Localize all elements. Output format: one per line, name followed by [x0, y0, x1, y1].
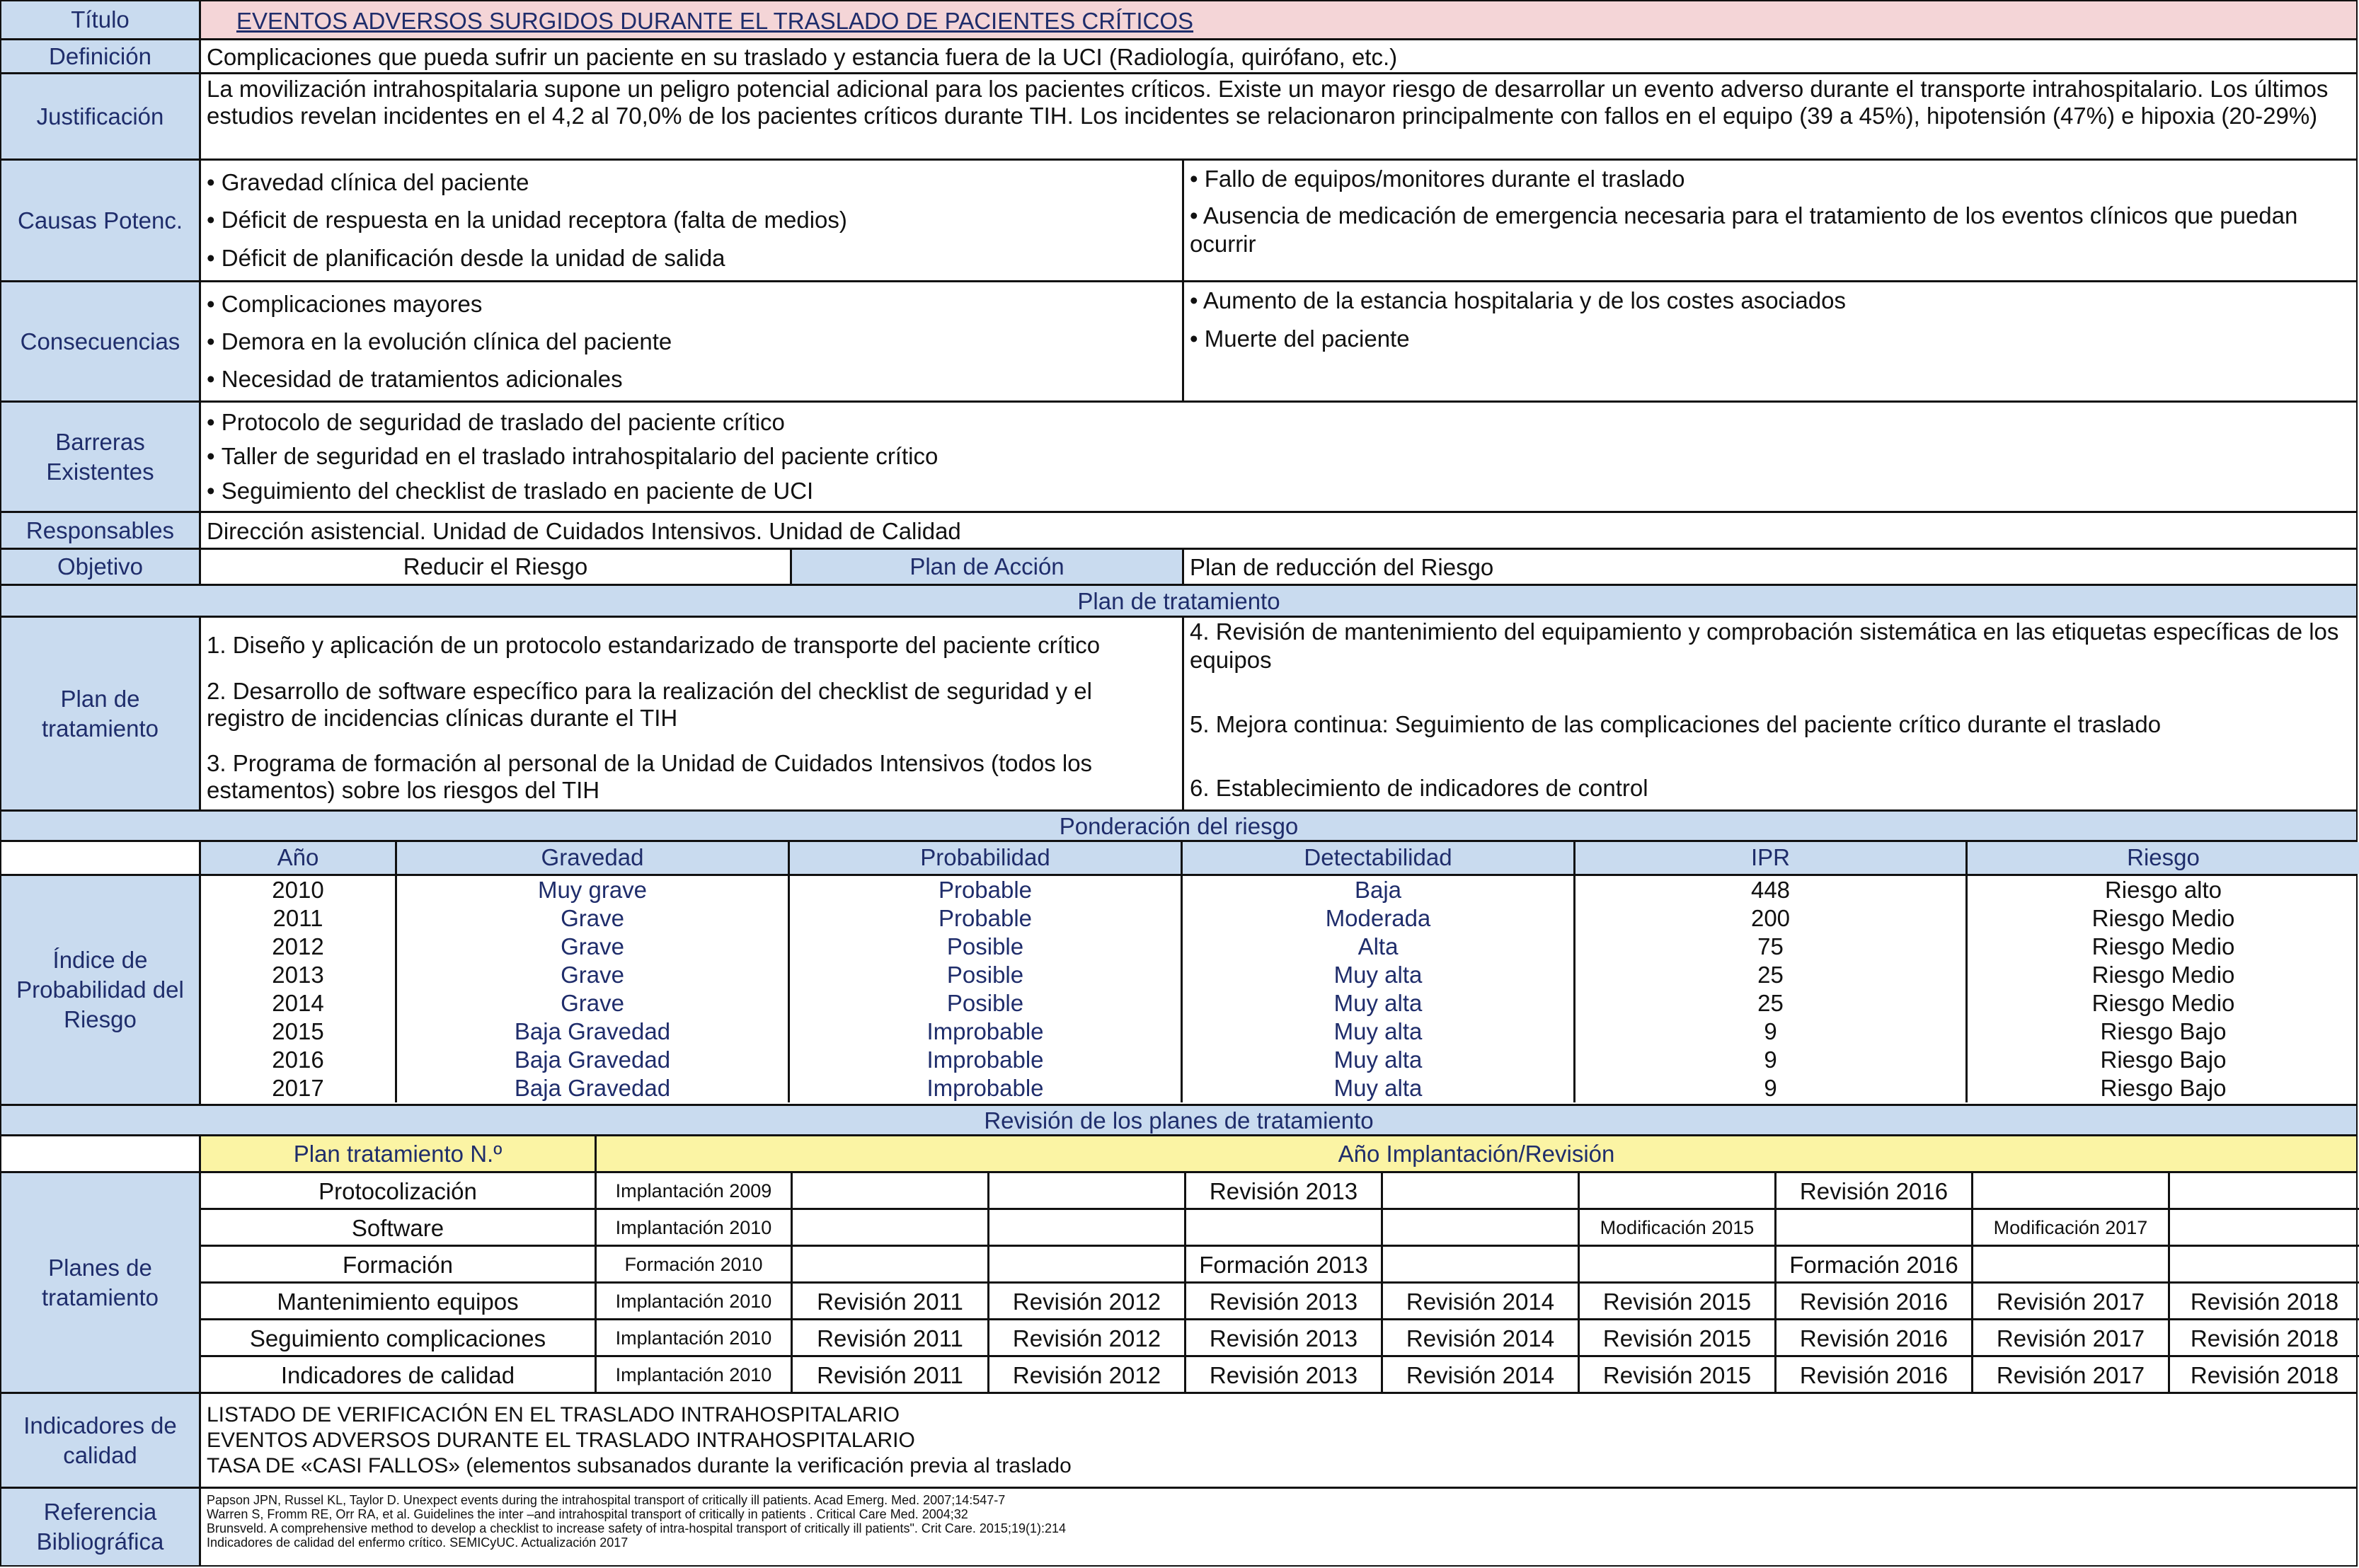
risk-cell: Probable [788, 876, 1181, 904]
review-cell [2168, 1173, 2359, 1210]
risk-label: Índice de Probabilidad del Riesgo [1, 876, 201, 1104]
review-plan-name: Protocolización [201, 1173, 595, 1210]
risk-cell: Baja Gravedad [395, 1046, 788, 1074]
review-cell: Revisión 2012 [987, 1284, 1184, 1320]
risk-cell: Grave [395, 904, 788, 933]
review-plan-name: Seguimiento complicaciones [201, 1320, 595, 1357]
treatment-item: 3. Programa de formación al personal de la Unidad de Cuidados Intensivos (todos los estamentos) sobre los riesgos del TIH [207, 750, 1093, 803]
risk-cell: 2017 [272, 1075, 324, 1101]
risk-cell: Riesgo Medio [1965, 961, 2359, 989]
review-cell: Revisión 2014 [1381, 1284, 1578, 1320]
risk-header: Ponderación del riesgo [1059, 813, 1299, 839]
indicator-item: LISTADO DE VERIFICACIÓN EN EL TRASLADO INTRAHOSPITALARIO [207, 1403, 900, 1426]
review-cell [791, 1173, 987, 1210]
review-cell [791, 1247, 987, 1284]
review-plan-name: Mantenimiento equipos [201, 1284, 595, 1320]
consequence-item: • Necesidad de tratamientos adicionales [207, 365, 1176, 393]
treatment-right [1182, 618, 2356, 809]
review-plan-name: Formación [201, 1247, 595, 1284]
risk-cell: 448 [1573, 876, 1965, 904]
action-plan-value: Plan de reducción del Riesgo [1182, 550, 2356, 584]
risk-col-ipr: IPR [1573, 842, 1965, 874]
responsibles-text: Dirección asistencial. Unidad de Cuidados Intensivos. Unidad de Calidad [207, 518, 961, 544]
review-cell [1381, 1247, 1578, 1284]
risk-cell: Improbable [788, 1074, 1181, 1102]
reference-item: Brunsveld. A comprehensive method to develop a checklist to increase safety of intra-hospital transport of critically ill patients". Crit Care. 2015;19(1):214 [207, 1521, 1066, 1535]
review-cell: Implantación 2010 [595, 1357, 791, 1394]
risk-cell: Moderada [1181, 904, 1573, 933]
risk-col-severity: Gravedad [395, 842, 788, 874]
risk-header-row [1, 812, 2356, 842]
consequence-item: • Muerte del paciente [1190, 325, 1410, 352]
risk-cell: Riesgo Bajo [1965, 1046, 2359, 1074]
treatment-item: 4. Revisión de mantenimiento del equipamiento y comprobación sistemática en las etiquetas específicas de los equipos [1190, 618, 2339, 673]
risk-cell: 9 [1573, 1074, 1965, 1102]
causes-right [1182, 161, 2356, 280]
review-cell: Implantación 2010 [595, 1320, 791, 1357]
review-cell [987, 1247, 1184, 1284]
review-cell: Revisión 2018 [2168, 1284, 2359, 1320]
objective-value: Reducir el Riesgo [403, 553, 588, 580]
review-cell: Modificación 2017 [1971, 1210, 2168, 1247]
barrier-item: • Protocolo de seguridad de traslado del paciente crítico [207, 408, 2351, 437]
risk-cell: Probable [788, 904, 1181, 933]
risk-cell: Riesgo alto [1965, 876, 2359, 904]
risk-cell: Riesgo Bajo [1965, 1018, 2359, 1046]
cause-item: • Gravedad clínica del paciente [207, 168, 1176, 197]
review-cell: Revisión 2015 [1578, 1357, 1774, 1394]
risk-cell: 9 [1573, 1018, 1965, 1046]
risk-cell: Improbable [788, 1046, 1181, 1074]
treatment-left [201, 618, 1182, 809]
risk-cell: 2016 [272, 1047, 324, 1073]
risk-cell: Riesgo Bajo [1965, 1074, 2359, 1102]
risk-cell: Baja Gravedad [395, 1018, 788, 1046]
review-cell [987, 1173, 1184, 1210]
treatment-row [1, 618, 2356, 812]
review-cell [1381, 1210, 1578, 1247]
review-plan-name: Indicadores de calidad [280, 1362, 515, 1388]
treatment-header: Plan de tratamiento [1077, 588, 1280, 614]
review-cell: Revisión 2018 [2168, 1320, 2359, 1357]
indicator-item: TASA DE «CASI FALLOS» (elementos subsanados durante la verificación previa al traslado [207, 1454, 1072, 1477]
review-cell: Revisión 2017 [1971, 1357, 2168, 1394]
risk-cell: Muy alta [1181, 1046, 1573, 1074]
consequence-item: • Complicaciones mayores [207, 290, 1176, 318]
review-cell: Revisión 2013 [1184, 1173, 1381, 1210]
review-plan-name: Software [201, 1210, 595, 1247]
risk-table-row [1, 876, 2356, 1106]
review-col-years: Año Implantación/Revisión [595, 1136, 2356, 1171]
references-row [1, 1489, 2356, 1565]
risk-cell: Alta [1181, 933, 1573, 961]
review-label: Planes de tratamiento [1, 1173, 201, 1392]
review-cell [1971, 1247, 2168, 1284]
review-cell: Revisión 2011 [791, 1284, 987, 1320]
treatment-item: 5. Mejora continua: Seguimiento de las complicaciones del paciente crítico durante el traslado [1190, 710, 2162, 737]
causes-left [201, 161, 1182, 280]
risk-col-risk: Riesgo [1965, 842, 2359, 874]
review-header-row [1, 1106, 2356, 1136]
consequences-right [1182, 282, 2356, 400]
reference-item: Warren S, Fromm RE, Orr RA, et al. Guidelines the inter –and intrahospital transport of critically in patients . Critical Care Med. 2004;32 [207, 1507, 968, 1521]
risk-col-probability: Probabilidad [788, 842, 1181, 874]
responsibles-row [1, 513, 2356, 550]
barrier-item: • Taller de seguridad en el traslado intrahospitalario del paciente crítico [207, 442, 2351, 471]
consequences-left [201, 282, 1182, 400]
title-cell [201, 1, 2356, 38]
risk-cell: Muy alta [1181, 1018, 1573, 1046]
indicators-list [201, 1394, 2356, 1487]
risk-cell: Baja Gravedad [395, 1074, 788, 1102]
review-cell: Revisión 2014 [1381, 1320, 1578, 1357]
risk-table [201, 876, 2359, 1104]
review-cell: Revisión 2015 [1578, 1320, 1774, 1357]
indicators-row [1, 1394, 2356, 1489]
risk-cell: Muy alta [1181, 961, 1573, 989]
barriers-list [201, 403, 2356, 511]
review-cell [1578, 1247, 1774, 1284]
treatment-item: 2. Desarrollo de software específico para la realización del checklist de seguridad y el registro de incidencias clínicas durante el TIH [207, 677, 1092, 731]
treatment-label: Plan de tratamiento [1, 618, 201, 809]
definition-label: Definición [1, 40, 201, 72]
review-cell: Formación 2013 [1184, 1247, 1381, 1284]
review-header: Revisión de los planes de tratamiento [984, 1107, 1374, 1134]
review-col-plan: Plan tratamiento N.º [201, 1136, 595, 1171]
risk-cell: Improbable [788, 1018, 1181, 1046]
action-plan-label: Plan de Acción [790, 550, 1182, 584]
review-cell: Revisión 2011 [791, 1357, 987, 1394]
review-cell [2168, 1210, 2359, 1247]
risk-cell: 2013 [272, 962, 324, 988]
review-cell: Revisión 2013 [1184, 1357, 1381, 1394]
risk-cell: 25 [1573, 961, 1965, 989]
treatment-item: 6. Establecimiento de indicadores de control [1190, 775, 1648, 801]
definition-row [1, 40, 2356, 74]
risk-cell: Baja [1181, 876, 1573, 904]
risk-cell: Muy grave [395, 876, 788, 904]
review-cell: Revisión 2017 [1971, 1320, 2168, 1357]
reference-item: Indicadores de calidad del enfermo crítico. SEMICyUC. Actualización 2017 [207, 1535, 629, 1550]
review-cell [2168, 1247, 2359, 1284]
risk-col-year: Año [277, 844, 319, 870]
causes-row [1, 161, 2356, 282]
indicators-label: Indicadores de calidad [1, 1394, 201, 1487]
risk-cell: Riesgo Medio [1965, 933, 2359, 961]
review-cell: Revisión 2011 [791, 1320, 987, 1357]
consequence-item: • Aumento de la estancia hospitalaria y de los costes asociados [1190, 287, 1846, 313]
cause-item: • Déficit de respuesta en la unidad receptora (falta de medios) [207, 206, 1176, 234]
barriers-label: Barreras Existentes [1, 403, 201, 511]
review-cell [1381, 1173, 1578, 1210]
review-cell: Revisión 2016 [1774, 1357, 1971, 1394]
review-cell: Revisión 2016 [1774, 1173, 1971, 1210]
title-row [1, 1, 2356, 40]
risk-cell: 2015 [272, 1018, 324, 1044]
consequences-row [1, 282, 2356, 403]
review-cell [1578, 1173, 1774, 1210]
review-cell: Revisión 2013 [1184, 1320, 1381, 1357]
objective-label: Objetivo [1, 550, 201, 584]
risk-cell: Posible [788, 933, 1181, 961]
review-cell: Revisión 2014 [1381, 1357, 1578, 1394]
review-cell [1971, 1173, 2168, 1210]
review-cell: Formación 2016 [1774, 1247, 1971, 1284]
risk-cell: Muy alta [1181, 989, 1573, 1018]
risk-cell: 2012 [272, 933, 324, 959]
consequences-label: Consecuencias [1, 282, 201, 400]
risk-cell: 2011 [272, 905, 323, 931]
risk-cell: 9 [1573, 1046, 1965, 1074]
treatment-header-row [1, 586, 2356, 618]
indicator-item: EVENTOS ADVERSOS DURANTE EL TRASLADO INTRAHOSPITALARIO [207, 1429, 915, 1452]
reference-item: Papson JPN, Russel KL, Taylor D. Unexpect events during the intrahospital transport of critically ill patients. Acad Emerg. Med. 2007;14:547-7 [207, 1493, 1006, 1507]
review-table [201, 1173, 2359, 1392]
definition-text: Complicaciones que pueda sufrir un paciente en su traslado y estancia fuera de la UCI (Radiología, quirófano, etc.) [207, 44, 1398, 70]
cause-item: • Déficit de planificación desde la unidad de salida [207, 244, 1176, 272]
justification-text: La movilización intrahospitalaria supone un peligro potencial adicional para los pacientes críticos. Existe un mayor riesgo de desarrollar un evento adverso durante el transporte intrahospitalario. Los últimos estudios revelan incidentes en el 4,2 al 70,0% de los pacientes críticos durante TIH. Los incidentes se relacionaron principalmente con fallos en el equipo (39 a 45%), hipotensión (47%) e hipoxia (20-29%) [207, 76, 2329, 129]
review-cell: Revisión 2016 [1774, 1284, 1971, 1320]
review-cell: Revisión 2015 [1578, 1284, 1774, 1320]
review-cell: Implantación 2009 [595, 1173, 791, 1210]
review-columns-row [1, 1136, 2356, 1173]
responsibles-label: Responsables [1, 513, 201, 548]
risk-cell: Riesgo Medio [1965, 904, 2359, 933]
risk-cell: 2014 [272, 990, 324, 1016]
risk-cell: 200 [1573, 904, 1965, 933]
risk-cell: Grave [395, 989, 788, 1018]
risk-cell: Posible [788, 989, 1181, 1018]
review-table-row [1, 1173, 2356, 1394]
review-cell [1184, 1210, 1381, 1247]
review-cell: Revisión 2012 [987, 1357, 1184, 1394]
risk-columns-row [1, 842, 2356, 876]
objective-row [1, 550, 2356, 586]
risk-cell: 75 [1573, 933, 1965, 961]
causes-label: Causas Potenc. [1, 161, 201, 280]
treatment-item: 1. Diseño y aplicación de un protocolo estandarizado de transporte del paciente crítico [207, 632, 1101, 658]
review-cell [987, 1210, 1184, 1247]
review-cell: Revisión 2016 [1774, 1320, 1971, 1357]
title-label: Título [1, 1, 201, 38]
cause-item: • Fallo de equipos/monitores durante el traslado [1190, 166, 1685, 192]
review-cell: Implantación 2010 [595, 1210, 791, 1247]
review-cell [791, 1210, 987, 1247]
risk-cell: Grave [395, 961, 788, 989]
barriers-row [1, 403, 2356, 513]
consequence-item: • Demora en la evolución clínica del paciente [207, 328, 1176, 356]
risk-column-headers [201, 842, 2359, 874]
review-cell: Modificación 2015 [1578, 1210, 1774, 1247]
page-title: EVENTOS ADVERSOS SURGIDOS DURANTE EL TRASLADO DE PACIENTES CRÍTICOS [236, 8, 1194, 34]
risk-cell: Posible [788, 961, 1181, 989]
risk-col-detectability: Detectabilidad [1181, 842, 1573, 874]
review-cell: Formación 2010 [595, 1247, 791, 1284]
review-cell: Revisión 2017 [1971, 1284, 2168, 1320]
risk-cell: Muy alta [1181, 1074, 1573, 1102]
risk-cell: 2010 [272, 877, 324, 903]
justification-label: Justificación [1, 74, 201, 158]
review-cell: Revisión 2018 [2168, 1357, 2359, 1394]
barrier-item: • Seguimiento del checklist de traslado en paciente de UCI [207, 477, 2351, 505]
risk-cell: Grave [395, 933, 788, 961]
references-list [201, 1489, 2356, 1565]
review-cell [1774, 1210, 1971, 1247]
risk-cell: Riesgo Medio [1965, 989, 2359, 1018]
risk-cell: 25 [1573, 989, 1965, 1018]
references-label: Referencia Bibliográfica [1, 1489, 201, 1565]
review-cell: Revisión 2012 [987, 1320, 1184, 1357]
review-cell: Implantación 2010 [595, 1284, 791, 1320]
justification-row [1, 74, 2356, 161]
cause-item: • Ausencia de medicación de emergencia necesaria para el tratamiento de los eventos clínicos que puedan ocurrir [1190, 202, 2298, 257]
review-cell: Revisión 2013 [1184, 1284, 1381, 1320]
